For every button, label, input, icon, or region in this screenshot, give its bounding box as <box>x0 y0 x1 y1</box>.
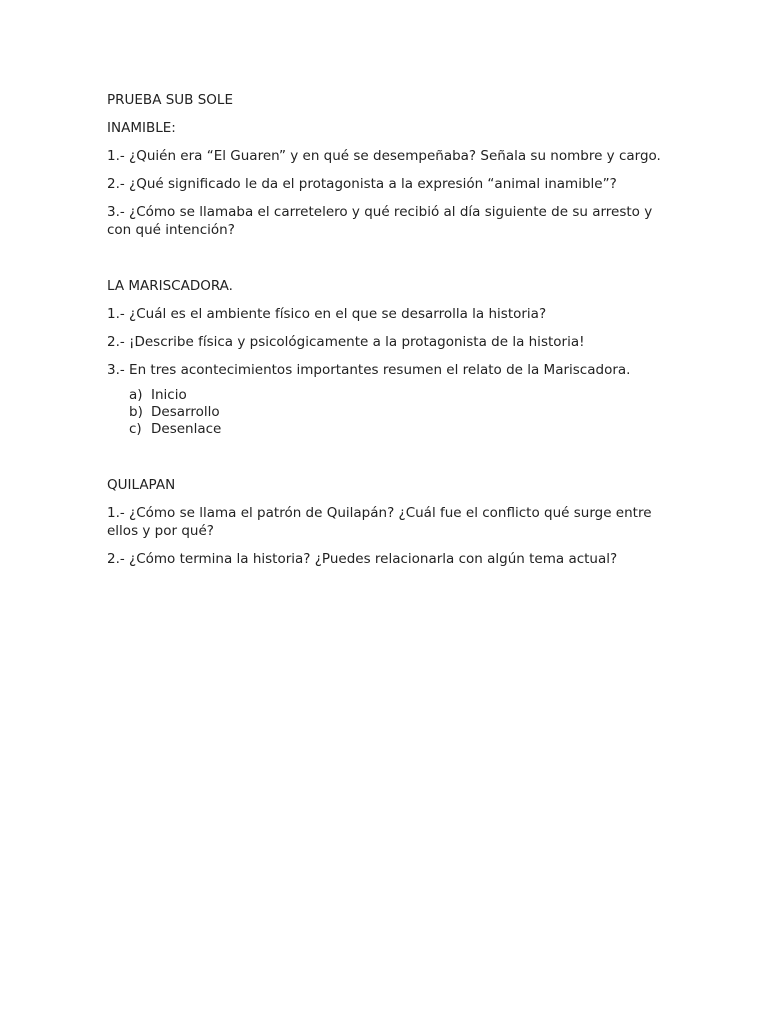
section-spacer <box>107 438 667 476</box>
list-marker: b) <box>129 404 143 420</box>
list-item-text: Inicio <box>151 387 187 403</box>
question-item: 1.- ¿Quién era “El Guaren” y en qué se desempeñaba? Señala su nombre y cargo. <box>107 148 661 164</box>
question-item: 3.- ¿Cómo se llamaba el carretelero y qué recibió al día siguiente de su arresto y con qué intención? <box>107 204 653 238</box>
question-item: 3.- En tres acontecimientos importantes resumen el relato de la Mariscadora. <box>107 362 631 378</box>
list-item <box>129 421 667 438</box>
question-item: 2.- ¡Describe física y psicológicamente a la protagonista de la historia! <box>107 334 585 350</box>
question-item: 1.- ¿Cómo se llama el patrón de Quilapán? ¿Cuál fue el conflicto qué surge entre ellos y por qué? <box>107 505 652 539</box>
sub-list <box>107 387 667 438</box>
question-item: 1.- ¿Cuál es el ambiente físico en el que se desarrolla la historia? <box>107 306 547 322</box>
question-item: 2.- ¿Cómo termina la historia? ¿Puedes relacionarla con algún tema actual? <box>107 551 618 567</box>
list-item-text: Desarrollo <box>151 404 220 420</box>
list-marker: c) <box>129 421 142 437</box>
document-content <box>107 91 667 578</box>
document-title: PRUEBA SUB SOLE <box>107 92 233 108</box>
list-marker: a) <box>129 387 143 403</box>
list-item <box>129 404 667 421</box>
section-heading-quilapan: QUILAPAN <box>107 477 176 493</box>
list-item-text: Desenlace <box>151 421 222 437</box>
section-heading-mariscadora: LA MARISCADORA. <box>107 278 233 294</box>
section-spacer <box>107 249 667 277</box>
section-heading-inamible: INAMIBLE: <box>107 120 176 136</box>
list-item <box>129 387 667 404</box>
question-item: 2.- ¿Qué significado le da el protagonista a la expresión “animal inamible”? <box>107 176 617 192</box>
